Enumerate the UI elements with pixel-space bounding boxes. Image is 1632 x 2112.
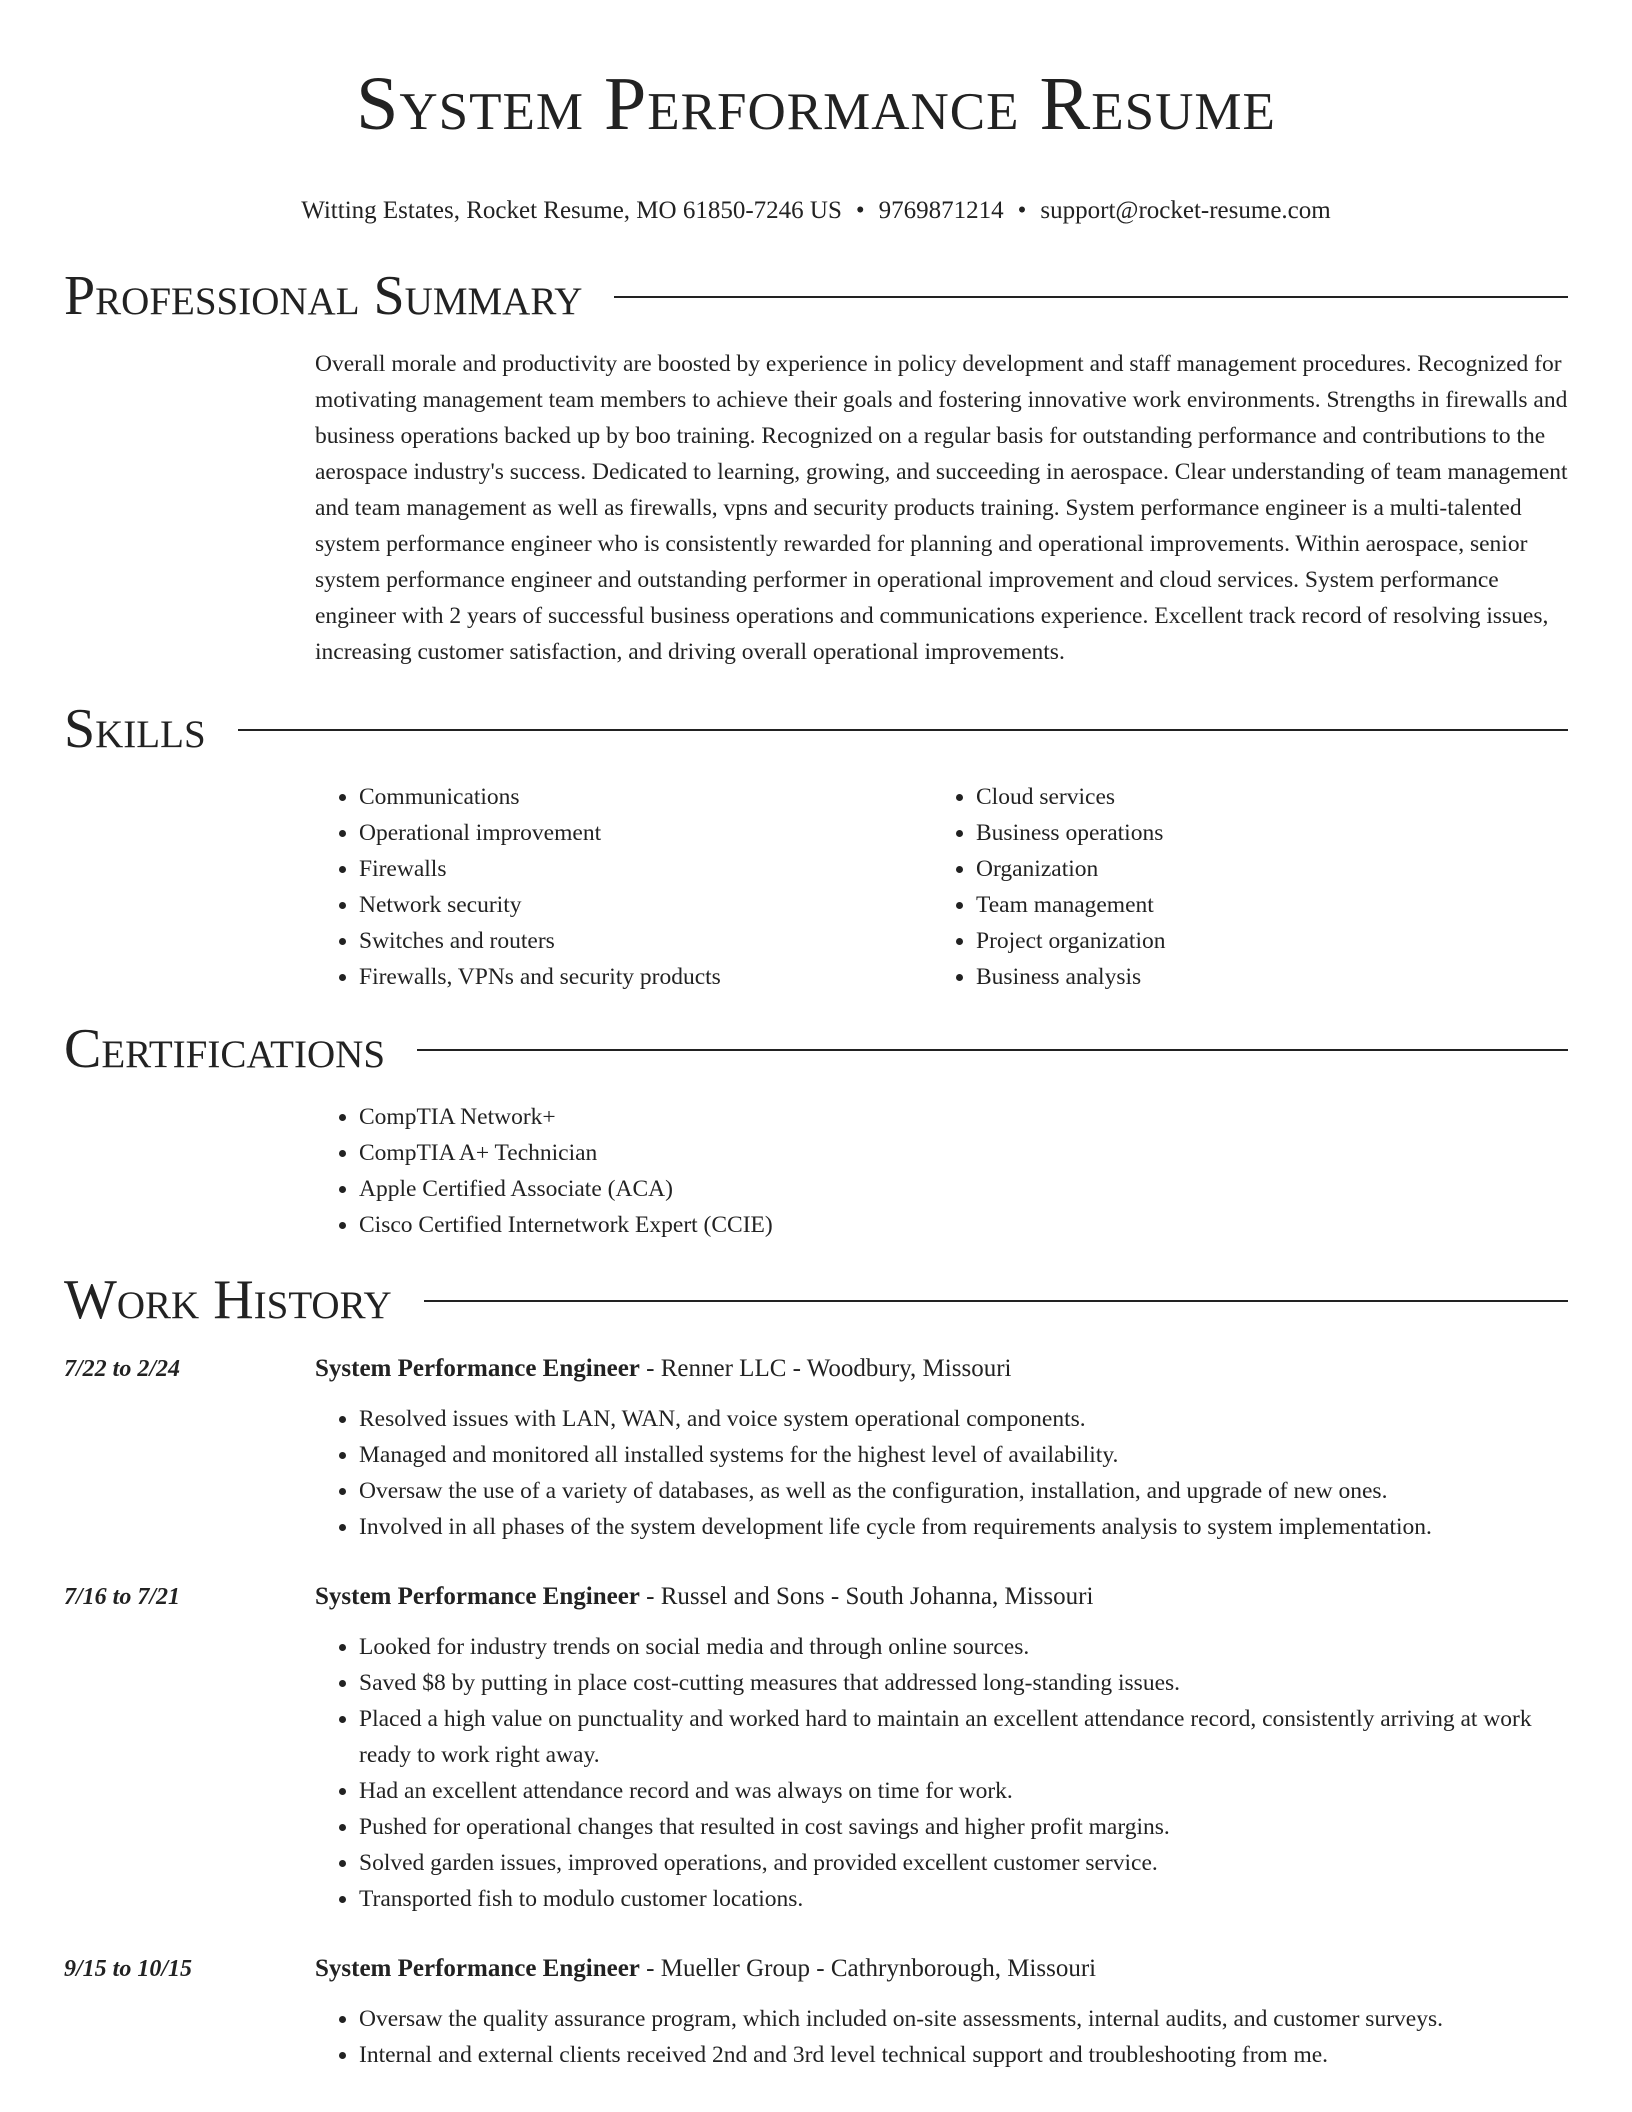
- contact-line: [64, 194, 1568, 228]
- skill-item: • Operational improvement: [359, 815, 932, 851]
- certification-item: • Apple Certified Associate (ACA): [359, 1171, 1568, 1207]
- job-bullet: • Had an excellent attendance record and was always on time for work.: [359, 1773, 1568, 1809]
- job-bullet: • Managed and monitored all installed systems for the highest level of availability.: [359, 1437, 1568, 1473]
- skill-item: • Team management: [976, 887, 1549, 923]
- job-company: - Mueller Group - Cathrynborough, Missouri: [639, 1955, 1097, 1982]
- separator: •: [855, 197, 865, 224]
- work-history-section-header: [64, 1267, 1568, 1333]
- work-history-heading: Work History: [64, 1269, 392, 1331]
- skill-item: • Firewalls: [359, 851, 932, 887]
- section-divider: [614, 296, 1568, 298]
- job-title: System Performance Engineer: [315, 1955, 640, 1982]
- section-divider: [424, 1300, 1568, 1302]
- summary-body: [315, 346, 1568, 670]
- certification-item: • CompTIA Network+: [359, 1099, 1568, 1135]
- skills-column-right: [932, 779, 1549, 995]
- job-detail: [315, 1951, 1568, 2073]
- skill-item: • Business operations: [976, 815, 1549, 851]
- job-bullet: • Placed a high value on punctuality and worked hard to maintain an excellent attendance record, consistently arriving at work ready to work right away.: [359, 1701, 1568, 1773]
- job-bullet: • Solved garden issues, improved operations, and provided excellent customer service.: [359, 1845, 1568, 1881]
- job-bullet: • Internal and external clients received 2nd and 3rd level technical support and troubleshooting from me.: [359, 2037, 1568, 2073]
- certifications-list: [315, 1099, 1568, 1243]
- skill-item: • Cloud services: [976, 779, 1549, 815]
- skill-item: • Business analysis: [976, 959, 1549, 995]
- job-title-line: [315, 1351, 1568, 1387]
- skill-item: • Communications: [359, 779, 932, 815]
- job-company: - Russel and Sons - South Johanna, Missouri: [639, 1583, 1094, 1610]
- job-bullets: [315, 1401, 1568, 1545]
- job-entry: [64, 1951, 1568, 2073]
- summary-text: Overall morale and productivity are boosted by experience in policy development and staff management procedures. Recognized for motivating management team members to achieve their goals and fostering innovative work environments. Strengths in firewalls and business operations backed up by boo training. Recognized on a regular basis for outstanding performance and contributions to the aerospace industry's success. Dedicated to learning, growing, and succeeding in aerospace. Clear understanding of team management and team management as well as firewalls, vpns and security products training. System performance engineer is a multi-talented system performance engineer who is consistently rewarded for planning and operational improvements. Within aerospace, senior system performance engineer and outstanding performer in operational improvement and cloud services. System performance engineer with 2 years of successful business operations and communications experience. Excellent track record of resolving issues, increasing customer satisfaction, and driving overall operational improvements.: [315, 351, 1568, 665]
- job-bullets: [315, 2001, 1568, 2073]
- job-dates: 7/22 to 2/24: [64, 1356, 181, 1382]
- job-bullet: • Looked for industry trends on social media and through online sources.: [359, 1629, 1568, 1665]
- skill-item: • Network security: [359, 887, 932, 923]
- job-bullet: • Oversaw the quality assurance program, which included on-site assessments, internal audits, and customer surveys.: [359, 2001, 1568, 2037]
- certifications-section-header: [64, 1016, 1568, 1082]
- address: Witting Estates, Rocket Resume, MO 61850-7246 US: [301, 197, 842, 224]
- job-dates: 9/15 to 10/15: [64, 1956, 193, 1982]
- job-bullets: [315, 1629, 1568, 1917]
- job-bullet: • Saved $8 by putting in place cost-cutting measures that addressed long-standing issues.: [359, 1665, 1568, 1701]
- skills-heading: Skills: [64, 698, 206, 760]
- job-detail: [315, 1351, 1568, 1545]
- skill-item: • Switches and routers: [359, 923, 932, 959]
- job-bullet: • Oversaw the use of a variety of databases, as well as the configuration, installation, and upgrade of new ones.: [359, 1473, 1568, 1509]
- skill-item: • Organization: [976, 851, 1549, 887]
- job-title-line: [315, 1951, 1568, 1987]
- job-dates: 7/16 to 7/21: [64, 1584, 181, 1610]
- certification-item: • CompTIA A+ Technician: [359, 1135, 1568, 1171]
- job-company: - Renner LLC - Woodbury, Missouri: [639, 1355, 1012, 1382]
- certification-item: • Cisco Certified Internetwork Expert (CCIE): [359, 1207, 1568, 1243]
- skills-column-left: [315, 779, 932, 995]
- skills-list: [315, 779, 1568, 995]
- email[interactable]: support@rocket-resume.com: [1040, 197, 1331, 224]
- job-detail: [315, 1579, 1568, 1917]
- job-entry: [64, 1351, 1568, 1545]
- skill-item: • Project organization: [976, 923, 1549, 959]
- skill-item: • Firewalls, VPNs and security products: [359, 959, 932, 995]
- job-title: System Performance Engineer: [315, 1583, 640, 1610]
- section-divider: [238, 729, 1568, 731]
- job-title-line: [315, 1579, 1568, 1615]
- section-divider: [417, 1049, 1568, 1051]
- job-title: System Performance Engineer: [315, 1355, 640, 1382]
- job-bullet: • Transported fish to modulo customer locations.: [359, 1881, 1568, 1917]
- job-bullet: • Pushed for operational changes that resulted in cost savings and higher profit margins.: [359, 1809, 1568, 1845]
- resume-title: System Performance Resume: [356, 62, 1276, 146]
- separator: •: [1017, 197, 1027, 224]
- summary-section-header: [64, 263, 1568, 329]
- phone: 9769871214: [878, 197, 1004, 224]
- summary-heading: Professional Summary: [64, 265, 583, 327]
- certifications-heading: Certifications: [64, 1018, 386, 1080]
- job-bullet: • Involved in all phases of the system development life cycle from requirements analysis to system implementation.: [359, 1509, 1568, 1545]
- job-entry: [64, 1579, 1568, 1917]
- job-bullet: • Resolved issues with LAN, WAN, and voice system operational components.: [359, 1401, 1568, 1437]
- skills-section-header: [64, 696, 1568, 762]
